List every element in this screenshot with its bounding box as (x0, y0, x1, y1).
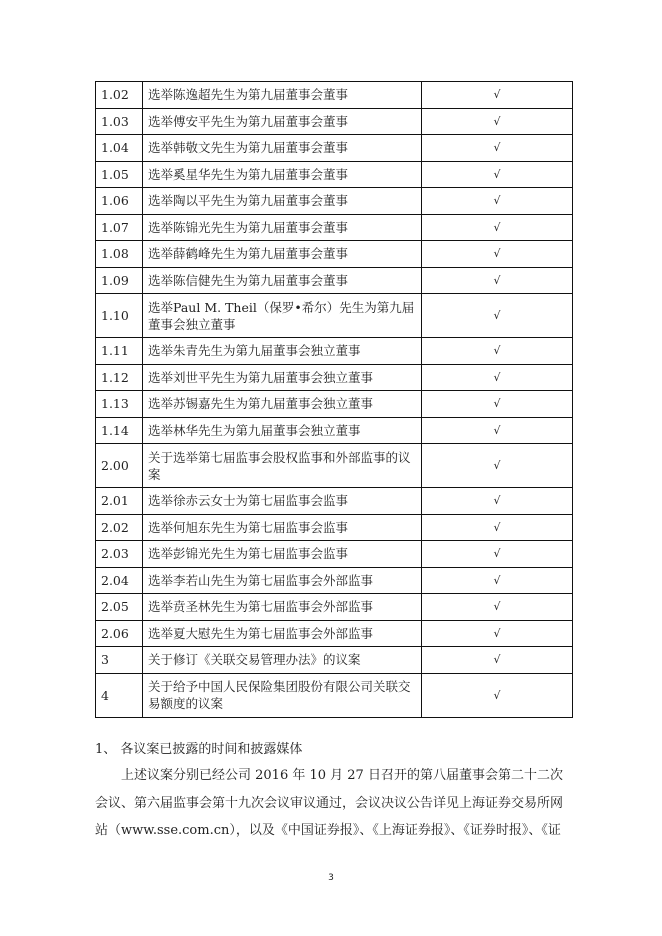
proposal-name: 选举韩敬文先生为第九届董事会董事 (143, 135, 422, 162)
vote-mark: √ (422, 338, 573, 365)
proposal-name: 选举陈逸超先生为第九届董事会董事 (143, 82, 422, 109)
proposal-name: 选举苏锡嘉先生为第九届董事会独立董事 (143, 391, 422, 418)
vote-mark: √ (422, 391, 573, 418)
table-row (96, 514, 573, 541)
vote-mark: √ (422, 444, 573, 488)
table-row (96, 673, 573, 717)
table-row (96, 338, 573, 365)
table-row (96, 267, 573, 294)
table-row (96, 594, 573, 621)
table-row (96, 214, 573, 241)
proposal-name: 选举陶以平先生为第九届董事会董事 (143, 188, 422, 215)
proposal-name: 选举Paul M. Theil（保罗•希尔）先生为第九届董事会独立董事 (143, 294, 422, 338)
proposal-number: 1.10 (96, 294, 143, 338)
proposal-number: 1.14 (96, 417, 143, 444)
proposal-name: 选举林华先生为第九届董事会独立董事 (143, 417, 422, 444)
vote-mark: √ (422, 241, 573, 268)
proposal-name: 选举傅安平先生为第九届董事会董事 (143, 108, 422, 135)
table-row (96, 82, 573, 109)
proposal-name: 选举刘世平先生为第九届董事会独立董事 (143, 364, 422, 391)
vote-mark: √ (422, 161, 573, 188)
vote-mark: √ (422, 488, 573, 515)
proposal-name: 选举贲圣林先生为第七届监事会外部监事 (143, 594, 422, 621)
table-row (96, 567, 573, 594)
proposal-number: 2.05 (96, 594, 143, 621)
proposal-number: 1.03 (96, 108, 143, 135)
proposal-number: 1.11 (96, 338, 143, 365)
proposal-number: 2.02 (96, 514, 143, 541)
proposal-number: 1.06 (96, 188, 143, 215)
proposal-number: 2.06 (96, 620, 143, 647)
proposal-name: 选举彭锦光先生为第七届监事会监事 (143, 541, 422, 568)
proposal-number: 1.07 (96, 214, 143, 241)
proposal-number: 1.05 (96, 161, 143, 188)
table-row (96, 391, 573, 418)
vote-mark: √ (422, 294, 573, 338)
vote-mark: √ (422, 267, 573, 294)
proposal-number: 3 (96, 647, 143, 674)
proposal-number: 1.04 (96, 135, 143, 162)
vote-mark: √ (422, 514, 573, 541)
proposal-name: 关于修订《关联交易管理办法》的议案 (143, 647, 422, 674)
proposal-name: 选举陈锦光先生为第九届董事会董事 (143, 214, 422, 241)
table-row (96, 161, 573, 188)
table-row (96, 444, 573, 488)
page-number: 3 (328, 873, 334, 883)
proposal-name: 选举何旭东先生为第七届监事会监事 (143, 514, 422, 541)
vote-mark: √ (422, 567, 573, 594)
table-row (96, 541, 573, 568)
vote-mark: √ (422, 82, 573, 109)
table-row (96, 417, 573, 444)
proposal-name: 选举徐赤云女士为第七届监事会监事 (143, 488, 422, 515)
table-row (96, 364, 573, 391)
proposal-number: 1.13 (96, 391, 143, 418)
vote-mark: √ (422, 620, 573, 647)
proposal-name: 选举李若山先生为第七届监事会外部监事 (143, 567, 422, 594)
vote-mark: √ (422, 214, 573, 241)
proposal-name: 选举夏大慰先生为第七届监事会外部监事 (143, 620, 422, 647)
body-paragraph: 上述议案分别已经公司 2016 年 10 月 27 日召开的第八届董事会第二十二次会议、第六届监事会第十九次会议审议通过，会议决议公告详见上海证券交易所网站（www.sse.com.cn），以及《中国证券报》、《上海证券报》、《证券时报》、《证 (95, 768, 564, 838)
vote-mark: √ (422, 673, 573, 717)
proposal-number: 2.04 (96, 567, 143, 594)
proposal-name: 选举陈信健先生为第九届董事会董事 (143, 267, 422, 294)
table-row (96, 647, 573, 674)
proposal-number: 1.08 (96, 241, 143, 268)
proposal-name: 选举薛鹤峰先生为第九届董事会董事 (143, 241, 422, 268)
table-row (96, 294, 573, 338)
proposal-name: 关于给予中国人民保险集团股份有限公司关联交易额度的议案 (143, 673, 422, 717)
vote-mark: √ (422, 188, 573, 215)
table-row (96, 188, 573, 215)
proposal-table (95, 81, 573, 718)
proposal-name: 选举朱青先生为第九届董事会独立董事 (143, 338, 422, 365)
vote-mark: √ (422, 108, 573, 135)
vote-mark: √ (422, 541, 573, 568)
vote-mark: √ (422, 594, 573, 621)
vote-mark: √ (422, 364, 573, 391)
proposal-name: 关于选举第七届监事会股权监事和外部监事的议案 (143, 444, 422, 488)
proposal-number: 2.01 (96, 488, 143, 515)
table-row (96, 108, 573, 135)
proposal-number: 1.09 (96, 267, 143, 294)
table-row (96, 488, 573, 515)
proposal-number: 1.02 (96, 82, 143, 109)
vote-mark: √ (422, 135, 573, 162)
proposal-number: 2.00 (96, 444, 143, 488)
section-heading: 1、 各议案已披露的时间和披露媒体 (95, 742, 303, 757)
proposal-number: 4 (96, 673, 143, 717)
proposal-number: 2.03 (96, 541, 143, 568)
table-row (96, 620, 573, 647)
proposal-name: 选举奚星华先生为第九届董事会董事 (143, 161, 422, 188)
proposal-number: 1.12 (96, 364, 143, 391)
vote-mark: √ (422, 417, 573, 444)
table-row (96, 241, 573, 268)
table-row (96, 135, 573, 162)
vote-mark: √ (422, 647, 573, 674)
